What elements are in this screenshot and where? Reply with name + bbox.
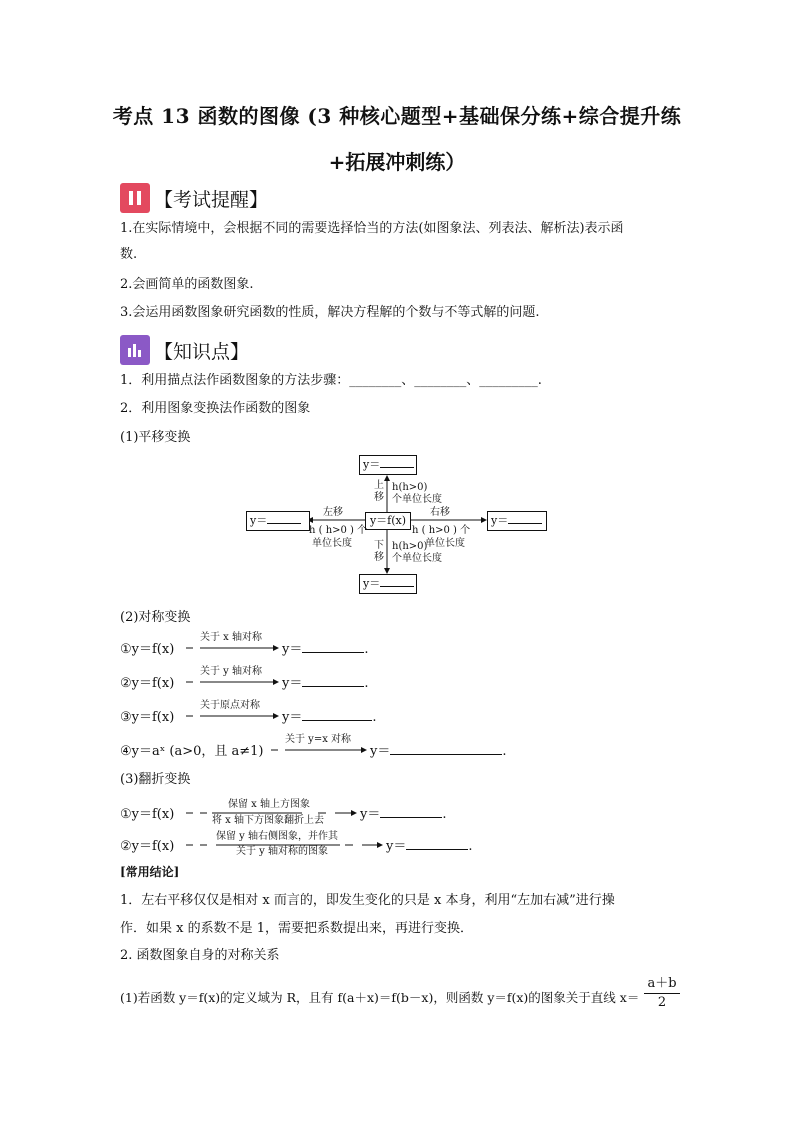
symmetry-row: ②y＝f(x) (120, 676, 175, 691)
subheading: (2)对称变换 (120, 610, 191, 625)
conclusion-text: 2. 函数图象自身的对称关系 (120, 948, 280, 963)
right-label: 右移 (430, 507, 450, 518)
flip-result: y＝ . (360, 803, 447, 823)
knowledge-item: 2．利用图象变换法作函数的图象 (120, 401, 311, 416)
fraction-numerator: a＋b (644, 975, 680, 994)
left-amount: h ( h>0 ) 个 (309, 525, 368, 536)
right-amount: h ( h>0 ) 个 (412, 525, 471, 536)
conclusions-heading: [常用结论] (120, 865, 180, 879)
up-amount: h(h>0) (392, 482, 428, 493)
symmetry-result: y＝ . (370, 740, 507, 760)
flip-op-top: 保留 y 轴右侧图象，并作其 (216, 831, 339, 842)
symmetry-row: ①y＝f(x) (120, 642, 175, 657)
symmetry-result: y＝ . (282, 672, 369, 692)
left-result-box: y＝ (246, 511, 310, 531)
down-label: 下 移 (374, 540, 384, 563)
symmetry-op: 关于 x 轴对称 (200, 632, 262, 643)
section-title: 【知识点】 (154, 340, 250, 363)
right-unit: 单位长度 (425, 538, 465, 549)
center-function-box: y＝f(x) (365, 512, 411, 530)
fraction (644, 975, 680, 1012)
down-unit: 个单位长度 (392, 553, 442, 564)
conclusion-text: 1．左右平移仅仅是相对 x 而言的，即发生变化的只是 x 本身，利用“左加右减”进行操 (120, 893, 615, 908)
flip-result: y＝ . (386, 835, 473, 855)
reminder-item: 2.会画简单的函数图象. (120, 277, 254, 292)
knowledge-item: 1．利用描点法作函数图象的方法步骤：________、________、_________. (120, 373, 542, 388)
page-title: 考点 13 函数的图像 (3 种核心题型+基础保分练+综合提升练 (112, 104, 682, 128)
symmetry-op: 关于 y=x 对称 (285, 734, 352, 745)
symmetry-op: 关于原点对称 (200, 700, 260, 711)
page-title-continued: +拓展冲刺练） (328, 150, 466, 174)
left-label: 左移 (323, 507, 343, 518)
conclusion-text: 作．如果 x 的系数不是 1，需要把系数提出来，再进行变换． (120, 921, 473, 936)
top-result-box: y＝ (359, 455, 417, 475)
reminder-item: 数. (120, 247, 138, 262)
bottom-result-box: y＝ (359, 574, 417, 594)
symmetry-row: ④y＝aˣ (a>0，且 a≠1) (120, 744, 264, 759)
flip-op-bottom: 关于 y 轴对称的图象 (236, 846, 329, 857)
subheading: (1)平移变换 (120, 430, 191, 445)
symmetry-row: ③y＝f(x) (120, 710, 175, 725)
symmetry-result: y＝ . (282, 706, 377, 726)
left-unit: 单位长度 (312, 538, 352, 549)
up-unit: 个单位长度 (392, 494, 442, 505)
fraction-denominator: 2 (657, 995, 667, 1010)
up-label: 上 移 (374, 480, 384, 503)
right-result-box: y＝ (487, 511, 547, 531)
flip-row: ②y＝f(x) (120, 839, 175, 854)
conclusion-text: (1)若函数 y＝f(x)的定义域为 R，且有 f(a＋x)＝f(b－x)，则函数 y＝f(x)的图象关于直线 x＝ (120, 990, 640, 1005)
flip-row: ①y＝f(x) (120, 807, 175, 822)
reminder-item: 1.在实际情境中，会根据不同的需要选择恰当的方法(如图象法、列表法、解析法)表示函 (120, 221, 624, 236)
section-title: 【考试提醒】 (154, 188, 269, 211)
symmetry-result: y＝ . (282, 638, 369, 658)
flip-op-top: 保留 x 轴上方图象 (228, 799, 310, 810)
down-amount: h(h>0) (392, 541, 428, 552)
reminder-item: 3.会运用函数图象研究函数的性质，解决方程解的个数与不等式解的问题. (120, 305, 540, 320)
subheading: (3)翻折变换 (120, 772, 191, 787)
symmetry-op: 关于 y 轴对称 (200, 666, 263, 677)
flip-op-bottom: 将 x 轴下方图象翻折上去 (212, 815, 324, 826)
